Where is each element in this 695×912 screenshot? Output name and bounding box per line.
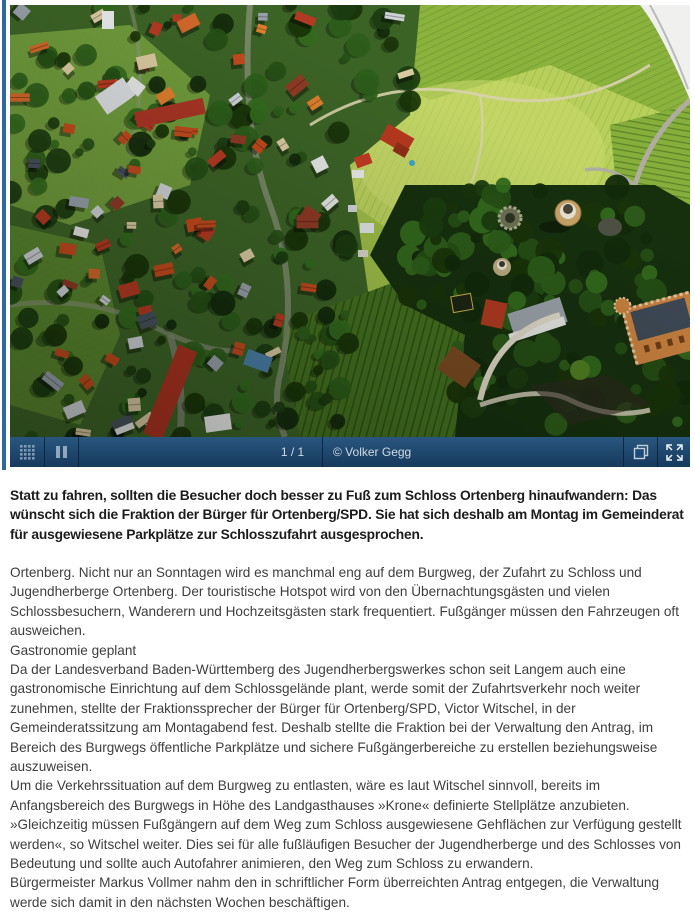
left-accent-stripe — [2, 0, 6, 470]
aerial-photo-svg — [10, 5, 690, 437]
gallery-toolbar — [10, 437, 690, 467]
photo-credit: © Volker Gegg — [333, 437, 411, 467]
article-paragraph: Gastronomie geplant — [10, 641, 687, 660]
pause-icon — [56, 446, 67, 458]
copy-button[interactable] — [623, 437, 657, 467]
media-gallery — [10, 5, 690, 467]
article-intro: Statt zu fahren, sollten die Besucher doch besser zu Fuß zum Schloss Ortenberg hinaufwandern: Das wünscht sich die Fraktion der Bürger für Ortenberg/SPD. Sie hat sich deshalb am Montag im Gemeinderat für ausgewiesene Parkplätze zur Schlosszufahrt ausgesprochen. — [10, 486, 687, 544]
pause-button[interactable] — [45, 437, 79, 467]
thumbnails-button[interactable] — [10, 437, 45, 467]
toolbar-divider — [322, 437, 323, 467]
article-paragraph: Bürgermeister Markus Vollmer nahm den in schriftlicher Form überreichten Antrag entgegen, die Verwaltung werde sich damit in den nächsten Wochen beschäftigen. — [10, 873, 687, 912]
article-paragraph: Ortenberg. Nicht nur an Sonntagen wird es manchmal eng auf dem Burgweg, der Zufahrt zu Schloss und Jugendherberge Ortenberg. Der touristische Hotspot wird von den Übernachtungsgästen und vielen Schlossbesuchern, Wanderern und Hochzeitsgästen stark frequentiert. Fußgänger müssen den Fahrzeugen oft ausweichen. — [10, 563, 687, 641]
copy-icon — [633, 444, 649, 460]
article-paragraph: Um die Verkehrssituation auf dem Burgweg zu entlasten, wäre es laut Witschel sinnvoll, bereits im Anfangsbereich des Burgwegs in Höhe des Landgasthauses »Krone« definierte Stellplätze anzubieten. »Gleichzeitig müssen Fußgängern auf dem Weg zum Schloss ausgewiesene Gehflächen zur Verfügung gestellt werden«, so Witschel weiter. Dies sei für alle fußläufigen Besucher der Jugendherberge und des Schlosses von Bedeutung und sollte auch Autofahrer animieren, den Weg zum Schloss zu erwandern. — [10, 776, 687, 873]
grid-icon — [20, 445, 35, 460]
image-counter: 1 / 1 — [265, 437, 320, 467]
fullscreen-button[interactable] — [657, 437, 690, 467]
article-body — [10, 563, 687, 912]
article — [10, 486, 687, 912]
fullscreen-icon — [666, 444, 683, 461]
article-paragraph: Da der Landesverband Baden-Württemberg des Jugendherbergswerkes schon seit Langem auch eine gastronomische Einrichtung auf dem Schlossgelände plant, werde somit der Zufahrtsverkehr noch weiter zunehmen, stellte der Fraktionssprecher der Bürger für Ortenberg/SPD, Victor Witschel, in der Gemeinderatssitzung am Montagabend fest. Deshalb stellte die Fraktion bei der Verwaltung den Antrag, im Bereich des Burgwegs öffentliche Parkplätze und sichere Fußgängerbereiche zu erstellen beziehungsweise auszuweisen. — [10, 660, 687, 776]
aerial-photo — [10, 5, 690, 437]
